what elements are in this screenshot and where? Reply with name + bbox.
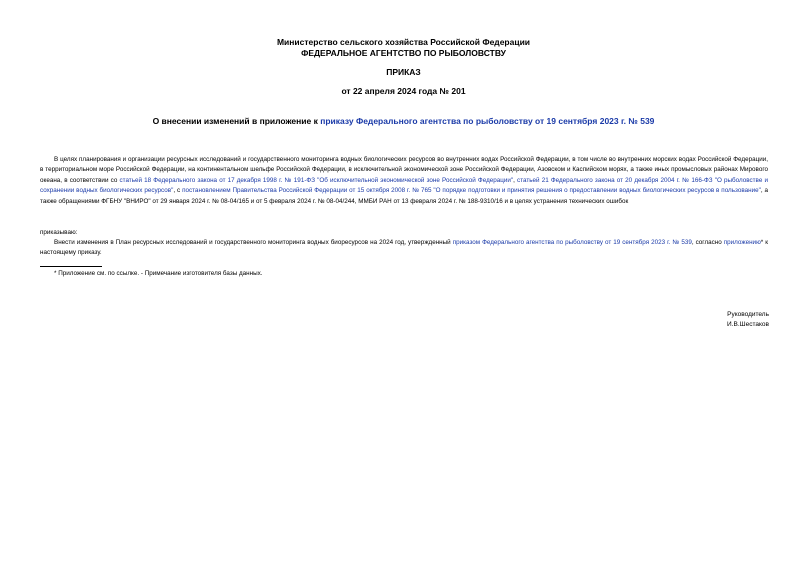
preamble-text-4: , а также обращениями ФГБНУ "ВНИРО" от 29 января 2024 г. № 08-04/165 и от 5 февраля 2024 г. № 08-04/244, ММБИ РАН от 13 февраля 2024 г. № 188-9310/16 и в целях устранения технических ошибок — [40, 187, 768, 205]
document-type: ПРИКАЗ — [386, 67, 421, 77]
ministry-name: Министерство сельского хозяйства Российской Федерации — [276, 37, 531, 47]
document-title — [0, 116, 807, 127]
preamble-text-3: , с — [173, 187, 183, 195]
operative-text-1: Внести изменения в План ресурсных исследований и государственного мониторинга водных биоресурсов на 2024 год, утвержденный — [54, 239, 453, 246]
agency-name: ФЕДЕРАЛЬНОЕ АГЕНТСТВО ПО РЫБОЛОВСТВУ — [301, 48, 506, 58]
footnote: * Приложение см. по ссылке. - Примечание изготовителя базы данных. — [54, 270, 263, 277]
title-prefix: О внесении изменений в приложение к — [152, 116, 321, 126]
preamble-text-1: В целях планирования и организации ресурсных исследований и государственного мониторинга водных биологических ресурсов во внутренних водах Российской Федерации, в том числе во внутренних морских водах Российской Федерации, в территориальном море Российской Федерации, на континентальном шельфе Российской Федерации, в исключительной экономической зоне Российской Федерации, Азовском и Каспийском морях, а также иных промысловых районах Мирового океана, в соответствии со — [40, 156, 768, 184]
title-order-link[interactable]: приказу Федерального агентства по рыболовству от 19 сентября 2023 г. № 539 — [320, 116, 655, 126]
order-clause: приказываю: — [40, 229, 78, 236]
document-date-number: от 22 апреля 2024 года № 201 — [341, 86, 466, 96]
law-166-fz-link[interactable]: статьей 21 Федерального закона от 20 декабря 2004 г. № 166-ФЗ "О рыболовстве и сохранении водных биологических ресурсов" — [40, 176, 768, 195]
resolution-765-link[interactable]: постановлением Правительства Российской Федерации от 15 октября 2008 г. № 765 "О порядке подготовки и принятия решения о предоставлении водных биологических ресурсов в пользование" — [182, 187, 761, 195]
law-191-fz-link[interactable]: статьей 18 Федерального закона от 17 декабря 1998 г. № 191-ФЗ "Об исключительной экономической зоне Российской Федерации" — [119, 176, 514, 184]
signatory-position: Руководитель — [727, 311, 769, 318]
operative-text-2: , согласно — [691, 239, 724, 246]
signatory-name: И.В.Шестаков — [727, 321, 769, 328]
appendix-link[interactable]: приложению — [723, 239, 761, 246]
operative-text-3: * к настоящему приказу. — [40, 239, 768, 257]
preamble-paragraph — [40, 155, 768, 207]
document-header-org — [0, 37, 807, 59]
order-539-link[interactable]: приказом Федерального агентства по рыболовству от 19 сентября 2023 г. № 539 — [452, 239, 692, 246]
footnote-divider — [40, 266, 102, 267]
operative-paragraph — [40, 238, 768, 259]
preamble-text-2: , — [513, 176, 518, 184]
